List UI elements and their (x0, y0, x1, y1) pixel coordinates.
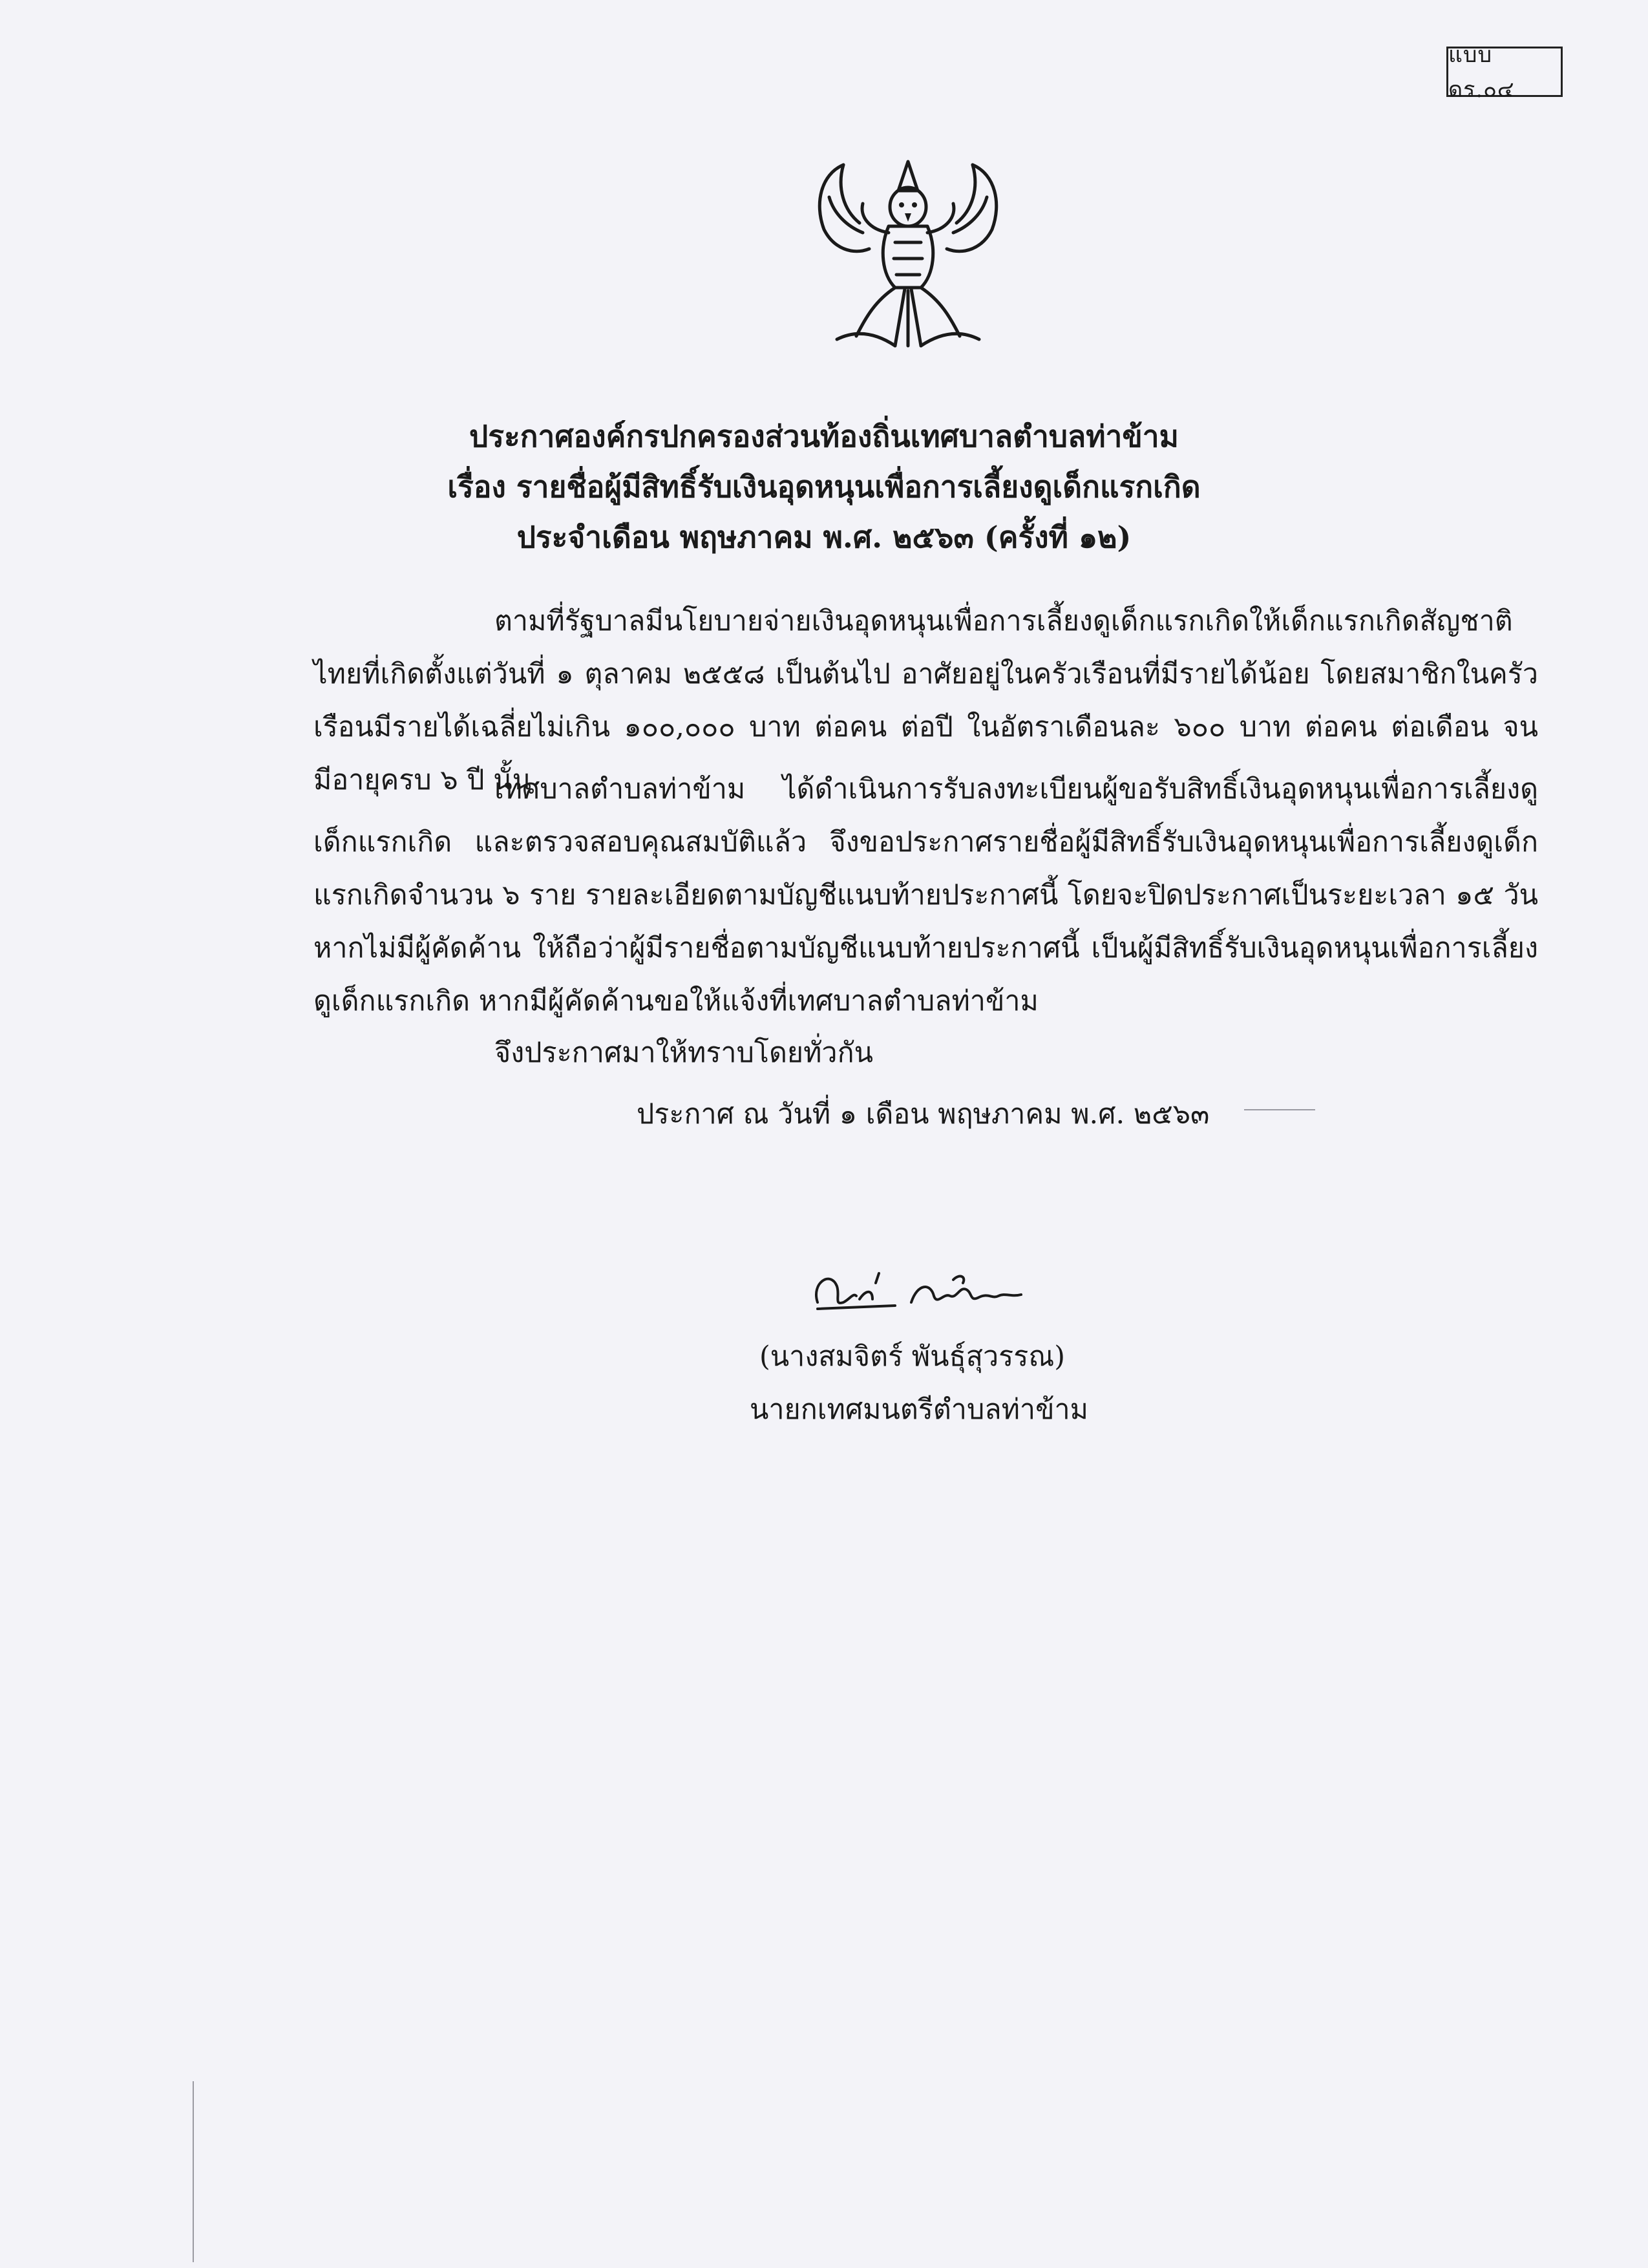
announcement-title: ประกาศองค์กรปกครองส่วนท้องถิ่นเทศบาลตำบลท่าข้าม (469, 419, 1179, 454)
announcement-date: ประกาศ ณ วันที่ ๑ เดือน พฤษภาคม พ.ศ. ๒๕๖๓ (637, 1098, 1210, 1130)
scan-mark (1244, 1109, 1315, 1110)
garuda-emblem-icon (798, 152, 1018, 352)
scan-edge-line (193, 2081, 194, 2262)
body-paragraph-2: เทศบาลตำบลท่าข้าม ได้ดำเนินการรับลงทะเบียนผู้ขอรับสิทธิ์เงินอุดหนุนเพื่อการเลี้ยงดูเด็กแรกเกิด และตรวจสอบคุณสมบัติแล้ว จึงขอประกาศรายชื่อผู้มีสิทธิ์รับเงินอุดหนุนเพื่อการเลี้ยงดูเด็กแรกเกิดจำนวน ๖ ราย รายละเอียดตามบัญชีแนบท้ายประกาศนี้ โดยจะปิดประกาศเป็นระยะเวลา ๑๕ วัน หากไม่มีผู้คัดค้าน ให้ถือว่าผู้มีรายชื่อตามบัญชีแนบท้ายประกาศนี้ เป็นผู้มีสิทธิ์รับเงินอุดหนุนเพื่อการเลี้ยงดูเด็กแรกเกิด หากมีผู้คัดค้านขอให้แจ้งที่เทศบาลตำบลท่าข้าม (313, 773, 1538, 1017)
form-code-badge: แบบ ดร.๐๔ (1446, 47, 1563, 97)
body-paragraph-1: ตามที่รัฐบาลมีนโยบายจ่ายเงินอุดหนุนเพื่อการเลี้ยงดูเด็กแรกเกิดให้เด็กแรกเกิดสัญชาติไทยที่เกิดตั้งแต่วันที่ ๑ ตุลาคม ๒๕๕๘ เป็นต้นไป อาศัยอยู่ในครัวเรือนที่มีรายได้น้อย โดยสมาชิกในครัวเรือนมีรายได้เฉลี่ยไม่เกิน ๑๐๐,๐๐๐ บาท ต่อคน ต่อปี ในอัตราเดือนละ ๖๐๐ บาท ต่อคน ต่อเดือน จนมีอายุครบ ๖ ปี นั้น (313, 605, 1538, 796)
announcement-subject: เรื่อง รายชื่อผู้มีสิทธิ์รับเงินอุดหนุนเพื่อการเลี้ยงดูเด็กแรกเกิด (447, 469, 1201, 504)
signatory-name: (นางสมจิตร์ พันธุ์สุวรรณ) (759, 1341, 1066, 1373)
signatory-position: นายกเทศมนตรีตำบลท่าข้าม (750, 1394, 1088, 1426)
closing-statement: จึงประกาศมาให้ทราบโดยทั่วกัน (494, 1037, 874, 1069)
announcement-period: ประจำเดือน พฤษภาคม พ.ศ. ๒๕๖๓ (ครั้งที่ ๑๒) (516, 520, 1132, 555)
signature-icon (805, 1257, 1063, 1335)
